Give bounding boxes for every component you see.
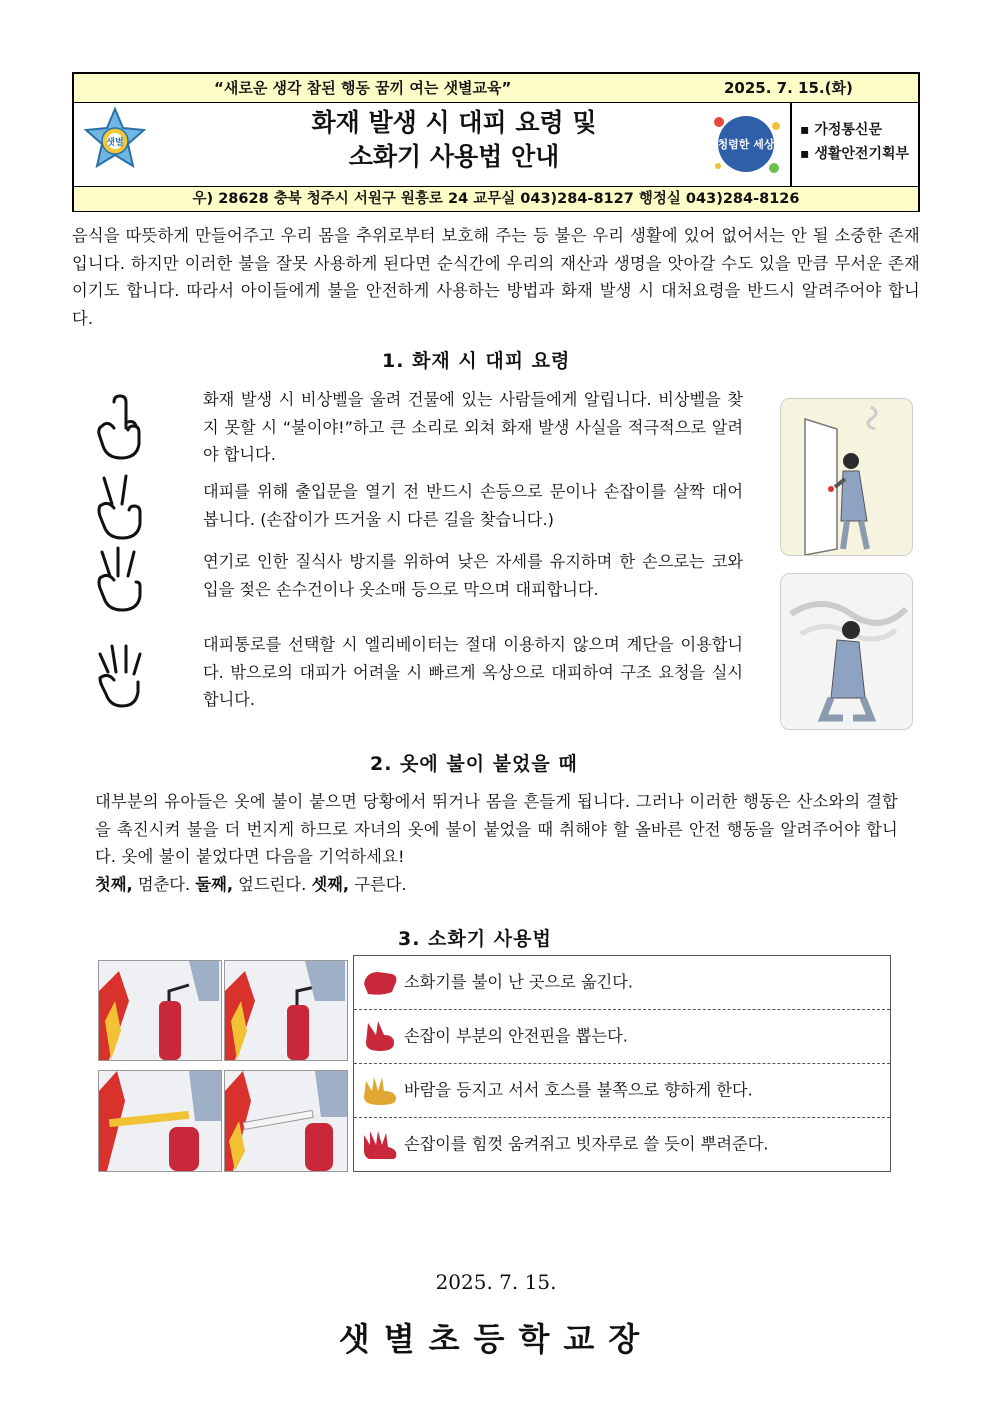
extinguisher-steps-table	[353, 955, 891, 1172]
section3-title: 3. 소화기 사용법	[398, 928, 552, 950]
page-title	[214, 106, 694, 174]
third-text: 구른다.	[349, 875, 407, 894]
title-line-1: 화재 발생 시 대피 요령 및	[311, 108, 597, 137]
header-top-bar	[74, 74, 918, 103]
evac-step-4: 대피통로를 선택할 시 엘리베이터는 절대 이용하지 않으며 계단을 이용합니다. 밖으로의 대피가 어려울 시 빠르게 옥상으로 대피하여 구조 요청을 실시합니다.	[203, 635, 743, 709]
extinguisher-step3-image	[98, 1070, 222, 1172]
tag-department: ▪ 생활안전기획부	[800, 146, 910, 162]
badge-text: 청렴한 세상	[717, 138, 775, 151]
extinguisher-step2-image	[224, 960, 348, 1061]
third-label: 셋째,	[311, 875, 350, 894]
title-line-2: 소화기 사용법 안내	[348, 142, 560, 171]
table-row	[354, 956, 891, 1010]
school-slogan: “새로운 생각 참된 행동 꿈끼 여는 샛별교육”	[214, 79, 512, 97]
first-label: 첫째,	[95, 875, 133, 894]
logo-text: 샛별	[106, 138, 124, 148]
section2-title: 2. 옷에 불이 붙었을 때	[370, 753, 578, 775]
school-logo-icon	[82, 106, 148, 180]
evac-step-2: 대피를 위해 출입문을 열기 전 반드시 손등으로 문이나 손잡이를 살짝 대어 봅니다. (손잡이가 뜨거울 시 다른 길을 찾습니다.)	[203, 482, 743, 529]
school-address: 우) 28628 충북 청주시 서원구 원흥로 24 교무실 043)284-8127 행정실 043)284-8126	[74, 186, 918, 211]
extinguisher-step-1: 소화기를 불이 난 곳으로 옮긴다.	[354, 956, 891, 1010]
glove-two-icon	[360, 1019, 400, 1055]
newsletter-header	[72, 72, 920, 212]
document-tags	[800, 118, 909, 166]
crouching-escape-illustration	[780, 573, 913, 730]
hand-two-icon	[92, 470, 148, 546]
section2-body: 대부분의 유아들은 옷에 불이 붙으면 당황에서 뛰거나 몸을 흔들게 됩니다. 그러나 이러한 행동은 산소와의 결합을 촉진시켜 불을 더 번지게 하므로 자녀의 옷에 불이 붙었을 때 취해야 할 올바른 안전 행동을 알려주어야 합니다. 옷에 불이 붙었다면 다음을 기억하세요!	[95, 792, 898, 866]
intro-paragraph: 음식을 따뜻하게 만들어주고 우리 몸을 추위로부터 보호해 주는 등 불은 우리 생활에 있어 없어서는 안 될 소중한 존재입니다. 하지만 이러한 불을 잘못 사용하게 된다면 순식간에 우리의 재산과 생명을 앗아갈 수도 있을 만큼 무서운 존재이기도 합니다. 따라서 아이들에게 불을 안전하게 사용하는 방법과 화재 발생 시 대처요령을 반드시 알려주어야 합니다.	[72, 226, 920, 328]
first-text: 멈춘다.	[132, 875, 196, 894]
extinguisher-step-4: 손잡이를 힘껏 움켜쥐고 빗자루로 쓸 듯이 뿌려준다.	[354, 1118, 891, 1172]
glove-one-icon	[360, 966, 400, 1000]
hand-three-icon	[92, 542, 148, 618]
integrity-badge-icon	[706, 106, 786, 186]
hand-one-icon	[92, 392, 148, 468]
evac-step-1: 화재 발생 시 비상벨을 울려 건물에 있는 사람들에게 알립니다. 비상벨을 찾지 못할 시 “불이야!”하고 큰 소리로 외쳐 화재 발생 사실을 적극적으로 알려야 합니다.	[203, 390, 743, 464]
tag-newsletter: ▪ 가정통신문	[800, 122, 882, 138]
evac-step-3: 연기로 인한 질식사 방지를 위하여 낮은 자세를 유지하며 한 손으로는 코와 입을 젖은 손수건이나 옷소매 등으로 막으며 대피합니다.	[203, 552, 743, 599]
table-row	[354, 1064, 891, 1118]
issue-date: 2025. 7. 15.	[435, 1270, 557, 1294]
hand-four-icon	[92, 638, 148, 714]
section1-title: 1. 화재 시 대피 요령	[382, 350, 571, 372]
extinguisher-step1-image	[98, 960, 222, 1061]
stop-drop-roll	[95, 871, 407, 898]
second-text: 엎드린다.	[233, 875, 312, 894]
header-date: 2025. 7. 15.(화)	[724, 79, 853, 97]
glove-three-icon	[360, 1073, 400, 1109]
extinguisher-step-2: 손잡이 부분의 안전핀을 뽑는다.	[354, 1010, 891, 1064]
extinguisher-step-3: 바람을 등지고 서서 호스를 불쪽으로 향하게 한다.	[354, 1064, 891, 1118]
extinguisher-step4-image	[224, 1070, 348, 1172]
header-divider	[790, 102, 792, 186]
door-check-illustration	[780, 398, 913, 556]
table-row	[354, 1010, 891, 1064]
table-row	[354, 1118, 891, 1172]
glove-four-icon	[360, 1127, 400, 1163]
principal-signature: 샛별초등학교장	[338, 1320, 654, 1358]
second-label: 둘째,	[195, 875, 233, 894]
